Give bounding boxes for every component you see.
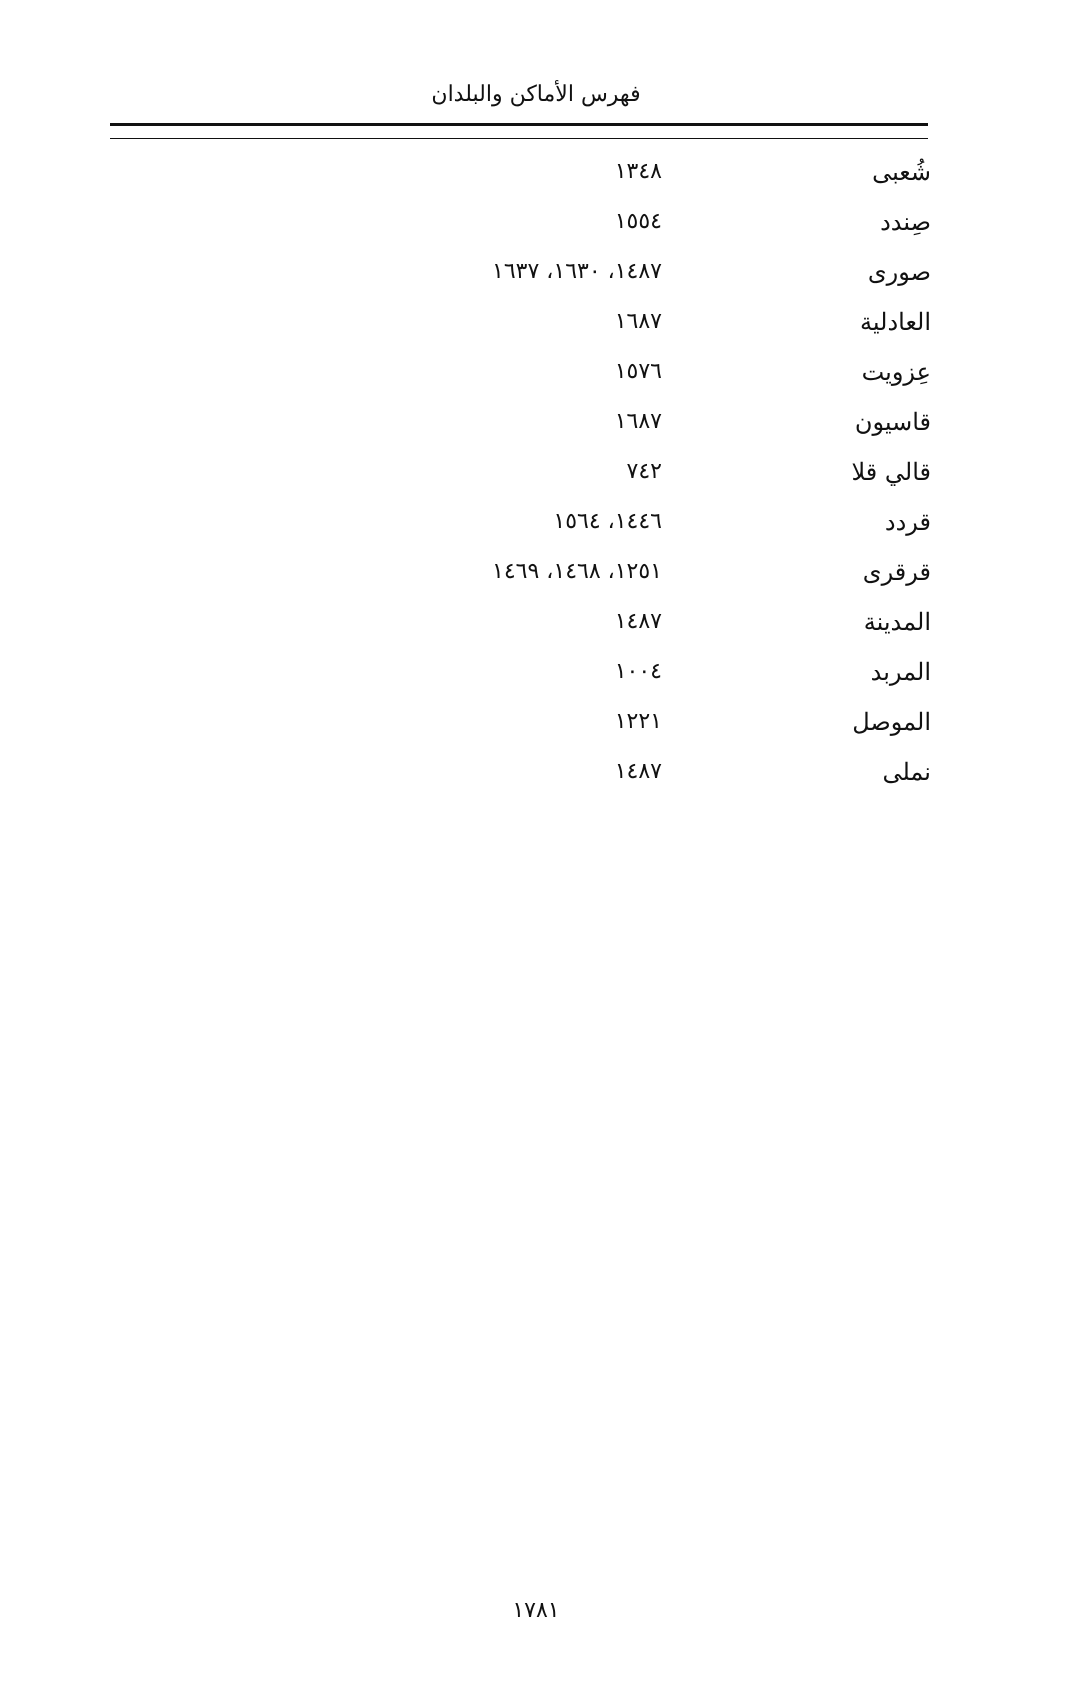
place-name: شُعبى xyxy=(872,158,931,186)
place-name: عِزويت xyxy=(861,358,931,386)
index-entry xyxy=(0,400,1072,450)
page-title: فهرس الأماكن والبلدان xyxy=(431,82,641,107)
place-name: قاسيون xyxy=(854,408,931,436)
place-name: قالي قلا xyxy=(851,458,931,486)
index-entry xyxy=(0,350,1072,400)
index-entry xyxy=(0,750,1072,800)
page-references: ١٤٨٧ xyxy=(614,759,662,784)
page-references: ٧٤٢ xyxy=(626,459,662,484)
place-name: قرقرى xyxy=(862,558,931,586)
page-references: ١٥٥٤ xyxy=(614,209,662,234)
place-name: نملى xyxy=(882,758,931,786)
index-entry xyxy=(0,600,1072,650)
place-index-list xyxy=(0,150,1072,800)
index-entry xyxy=(0,650,1072,700)
page-references: ١٤٨٧ xyxy=(614,609,662,634)
index-entry xyxy=(0,450,1072,500)
page-references: ١٥٧٦ xyxy=(614,359,662,384)
header-rule-thin xyxy=(110,138,928,139)
index-entry xyxy=(0,700,1072,750)
page-references: ١٤٨٧، ١٦٣٠، ١٦٣٧ xyxy=(492,259,662,284)
index-entry xyxy=(0,550,1072,600)
page-number: ١٧٨١ xyxy=(512,1598,560,1623)
place-name: صورى xyxy=(867,258,931,286)
page-references: ١٢٥١، ١٤٦٨، ١٤٦٩ xyxy=(492,559,662,584)
index-entry xyxy=(0,250,1072,300)
page-references: ١٦٨٧ xyxy=(614,409,662,434)
index-entry xyxy=(0,500,1072,550)
place-name: المربد xyxy=(870,658,931,686)
place-name: المدينة xyxy=(863,608,931,636)
index-entry xyxy=(0,150,1072,200)
page-references: ١٣٤٨ xyxy=(614,159,662,184)
page-references: ١٢٢١ xyxy=(614,709,662,734)
place-name: العادلية xyxy=(860,308,931,336)
index-entry xyxy=(0,200,1072,250)
place-name: صِندد xyxy=(880,208,931,236)
place-name: قردد xyxy=(884,508,931,536)
place-name: الموصل xyxy=(852,708,931,736)
header-rule-thick xyxy=(110,123,928,126)
page-references: ١٤٤٦، ١٥٦٤ xyxy=(553,509,662,534)
page-references: ١٦٨٧ xyxy=(614,309,662,334)
index-entry xyxy=(0,300,1072,350)
page-references: ١٠٠٤ xyxy=(614,659,662,684)
